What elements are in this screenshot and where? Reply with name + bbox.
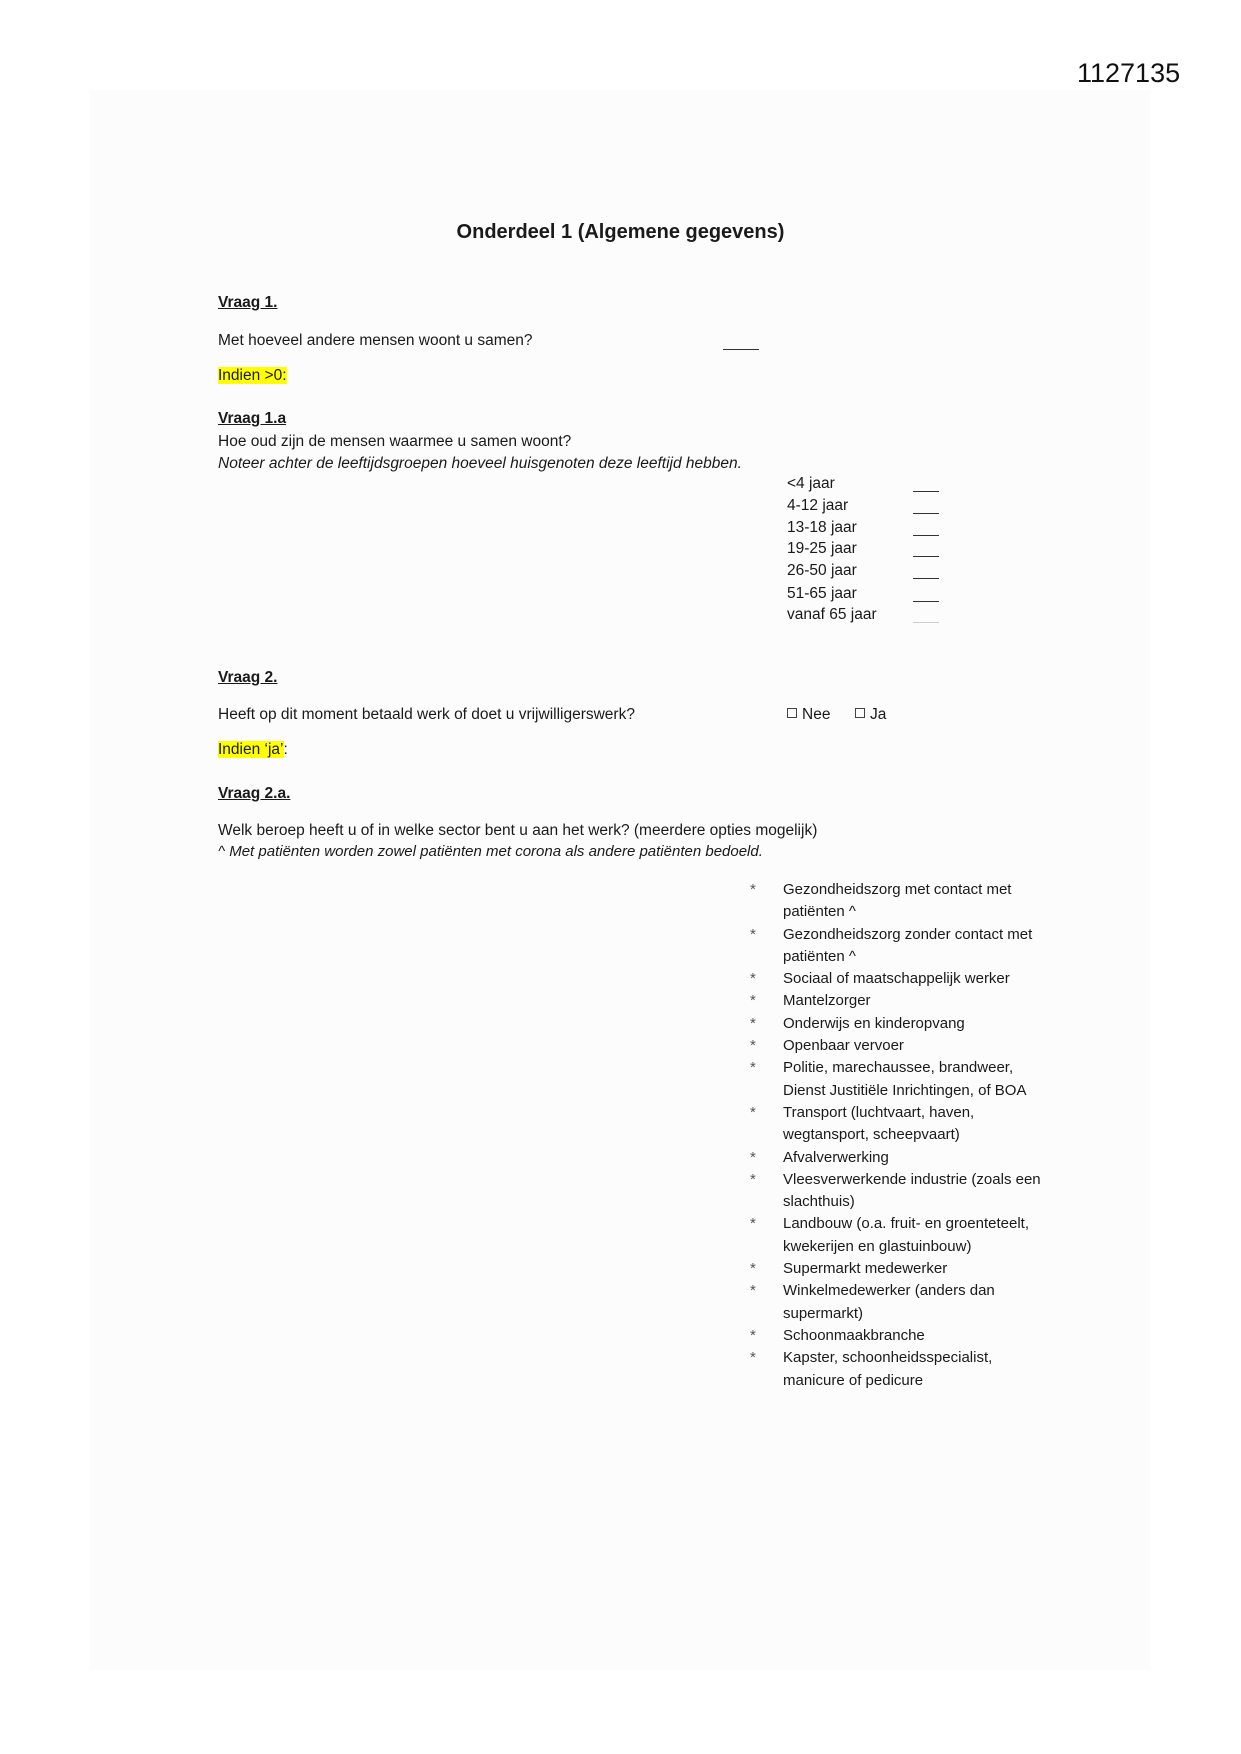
q1-condition: Indien >0:	[218, 367, 287, 384]
q2a-heading: Vraag 2.a.	[218, 785, 291, 802]
age-label: 13-18 jaar	[787, 519, 857, 536]
sector-option-label: Schoonmaakbranche	[783, 1326, 925, 1344]
q1a-heading: Vraag 1.a	[218, 410, 287, 427]
document-id: 1127135	[1077, 58, 1181, 88]
q1a-instruction: Noteer achter de leeftijdsgroepen hoeveel huisgenoten deze leeftijd hebben.	[218, 455, 742, 472]
q2-condition-text: Indien ‘ja’	[218, 741, 284, 758]
bullet-icon: *	[750, 970, 756, 988]
sector-option-label: Mantelzorger	[783, 992, 871, 1010]
age-label: vanaf 65 jaar	[787, 606, 877, 623]
age-label: 51-65 jaar	[787, 585, 857, 602]
sector-option[interactable]	[750, 1057, 1050, 1102]
sector-option[interactable]	[750, 924, 1050, 969]
age-row	[787, 562, 947, 580]
sector-option[interactable]	[750, 879, 1050, 924]
q2-heading: Vraag 2.	[218, 669, 278, 686]
page-title: Onderdeel 1 (Algemene gegevens)	[456, 221, 785, 243]
sector-option-label: Vleesverwerkende industrie (zoals een slachthuis)	[783, 1170, 1041, 1211]
option-label: Nee	[802, 706, 831, 723]
bullet-icon: *	[750, 1059, 756, 1077]
option-nee[interactable]	[787, 705, 830, 725]
age-label: <4 jaar	[787, 475, 835, 492]
bullet-icon: *	[750, 1349, 756, 1367]
sector-option-label: Afvalverwerking	[783, 1148, 889, 1166]
bullet-icon: *	[750, 1215, 756, 1233]
sector-option-label: Openbaar vervoer	[783, 1037, 904, 1055]
age-row	[787, 540, 947, 558]
age-answer-blank[interactable]	[913, 490, 939, 492]
age-label: 19-25 jaar	[787, 540, 857, 557]
option-ja[interactable]	[855, 705, 886, 725]
option-label: Ja	[870, 706, 887, 723]
sector-option[interactable]	[750, 990, 1050, 1012]
bullet-icon: *	[750, 1148, 756, 1166]
age-answer-blank[interactable]	[913, 534, 939, 536]
sector-option[interactable]	[750, 1213, 1050, 1258]
age-answer-blank[interactable]	[913, 600, 939, 602]
age-row	[787, 497, 947, 515]
sector-option-label: Winkelmedewerker (anders dan supermarkt)	[783, 1282, 995, 1322]
sector-option[interactable]	[750, 1258, 1050, 1280]
checkbox-icon[interactable]	[787, 708, 797, 718]
q2-condition	[218, 740, 288, 760]
bullet-icon: *	[750, 881, 756, 898]
sector-option[interactable]	[750, 1035, 1050, 1057]
bullet-icon: *	[750, 992, 756, 1010]
bullet-icon: *	[750, 1326, 756, 1344]
q1-question: Met hoeveel andere mensen woont u samen?	[218, 332, 533, 349]
sector-options-list	[750, 879, 1050, 1392]
bullet-icon: *	[750, 1014, 756, 1032]
age-answer-blank[interactable]	[913, 621, 939, 623]
bullet-icon: *	[750, 925, 756, 943]
age-row	[787, 606, 947, 624]
age-label: 26-50 jaar	[787, 562, 857, 579]
sector-option-label: Landbouw (o.a. fruit- en groenteteelt, kwekerijen en glastuinbouw)	[783, 1215, 1029, 1255]
bullet-icon: *	[750, 1037, 756, 1055]
sector-option-label: Gezondheidszorg met contact met patiënten ^	[783, 881, 1012, 921]
sector-option-label: Politie, marechaussee, brandweer, Dienst Justitiële Inrichtingen, of BOA	[783, 1059, 1027, 1099]
age-row	[787, 519, 947, 537]
sector-option[interactable]	[750, 1280, 1050, 1325]
age-label: 4-12 jaar	[787, 497, 849, 514]
sector-option[interactable]	[750, 1147, 1050, 1169]
q2-condition-colon: :	[283, 741, 288, 758]
sector-option[interactable]	[750, 968, 1050, 990]
sector-option-label: Kapster, schoonheidsspecialist, manicure of pedicure	[783, 1349, 993, 1389]
q2a-note: ^ Met patiënten worden zowel patiënten met corona als andere patiënten bedoeld.	[218, 843, 763, 860]
sector-option-label: Supermarkt medewerker	[783, 1260, 948, 1278]
sector-option[interactable]	[750, 1102, 1050, 1147]
sector-option-label: Transport (luchtvaart, haven, wegtansport, scheepvaart)	[783, 1103, 975, 1144]
sector-option-label: Onderwijs en kinderopvang	[783, 1014, 965, 1032]
age-answer-blank[interactable]	[913, 555, 939, 557]
bullet-icon: *	[750, 1170, 756, 1188]
sector-option-label: Gezondheidszorg zonder contact met patiënten ^	[783, 925, 1033, 965]
q2-question: Heeft op dit moment betaald werk of doet u vrijwilligerswerk?	[218, 706, 635, 723]
sector-option-label: Sociaal of maatschappelijk werker	[783, 970, 1010, 988]
bullet-icon: *	[750, 1103, 756, 1121]
bullet-icon: *	[750, 1282, 756, 1300]
q1-answer-blank[interactable]	[723, 348, 759, 350]
age-answer-blank[interactable]	[913, 512, 939, 514]
sector-option[interactable]	[750, 1169, 1050, 1214]
age-row	[787, 475, 947, 493]
q1a-question: Hoe oud zijn de mensen waarmee u samen woont?	[218, 433, 572, 450]
q2a-question: Welk beroep heeft u of in welke sector bent u aan het werk? (meerdere opties mogelijk)	[218, 822, 818, 839]
age-answer-blank[interactable]	[913, 577, 939, 579]
bullet-icon: *	[750, 1260, 756, 1278]
age-row	[787, 585, 947, 603]
q1-heading: Vraag 1.	[218, 294, 278, 311]
sector-option[interactable]	[750, 1347, 1050, 1392]
sector-option[interactable]	[750, 1013, 1050, 1035]
checkbox-icon[interactable]	[855, 708, 865, 718]
sector-option[interactable]	[750, 1325, 1050, 1347]
